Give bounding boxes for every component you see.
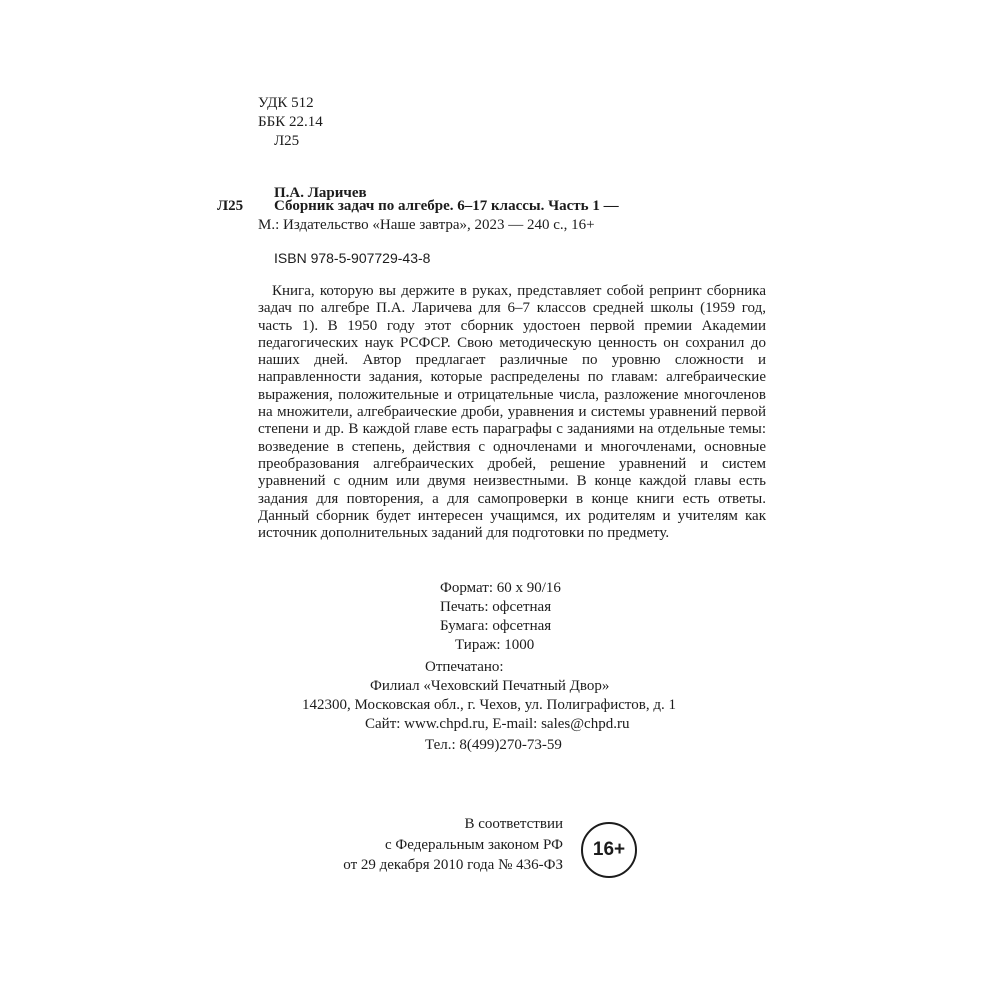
age-rating-badge bbox=[581, 822, 637, 878]
law-notice-line-1: В соответствии bbox=[464, 816, 563, 832]
address-line: 142300, Московская обл., г. Чехов, ул. Полиграфистов, д. 1 bbox=[302, 697, 676, 713]
isbn: ISBN 978-5-907729-43-8 bbox=[274, 250, 431, 266]
printed-by-line: Отпечатано: bbox=[425, 659, 504, 675]
format-line: Формат: 60 х 90/16 bbox=[440, 580, 561, 596]
imprint-line: М.: Издательство «Наше завтра», 2023 — 240 с., 16+ bbox=[258, 217, 595, 233]
left-author-mark: Л25 bbox=[217, 198, 244, 214]
phone-line: Тел.: 8(499)270-73-59 bbox=[425, 737, 562, 753]
age-rating-label: 16+ bbox=[592, 839, 626, 860]
law-notice-line-3: от 29 декабря 2010 года № 436-ФЗ bbox=[343, 857, 563, 873]
udk-code: УДК 512 bbox=[258, 95, 314, 111]
website-line: Сайт: www.chpd.ru, E-mail: sales@chpd.ru bbox=[365, 716, 630, 732]
author-mark: Л25 bbox=[274, 133, 300, 149]
law-notice-line-2: с Федеральным законом РФ bbox=[384, 837, 563, 853]
abstract-paragraph: Книга, которую вы держите в руках, представляет собой репринт сборника задач по алгебре П.А. Ларичева для 6–7 классов средней школы (1959 год, часть 1). В 1950 году этот сборник удостоен первой премии Академии педагогических наук РСФСР. Свою методическую ценность он сохранил до наших дней. Автор предлагает различные по уровню сложности и направленности задания, которые распределены по главам: алгебраические выражения, положительные и отрицательные числа, разложение многочленов на множители, алгебраические дроби, уравнения и системы уравнений первой степени и др. В каждой главе есть параграфы с заданиями на отдельные темы: возведение в степень, действия с одночленами и многочленами, основные преобразования алгебраических дробей, решение уравнений и систем уравнений с одним или двумя неизвестными. В конце каждой главы есть задания для повторения, а для самопроверки в конце книги есть ответы. Данный сборник будет интересен учащимся, их родителям и учителям как источник дополнительных заданий для подготовки по предмету. bbox=[258, 283, 766, 542]
print-line: Печать: офсетная bbox=[440, 599, 552, 615]
paper-line: Бумага: офсетная bbox=[440, 618, 552, 634]
book-title: Сборник задач по алгебре. 6–17 классы. Часть 1 — bbox=[274, 198, 619, 214]
author-name: П.А. Ларичев bbox=[274, 185, 367, 201]
bbk-code: ББК 22.14 bbox=[258, 114, 323, 130]
run-line: Тираж: 1000 bbox=[455, 637, 535, 653]
printer-line: Филиал «Чеховский Печатный Двор» bbox=[370, 678, 610, 694]
